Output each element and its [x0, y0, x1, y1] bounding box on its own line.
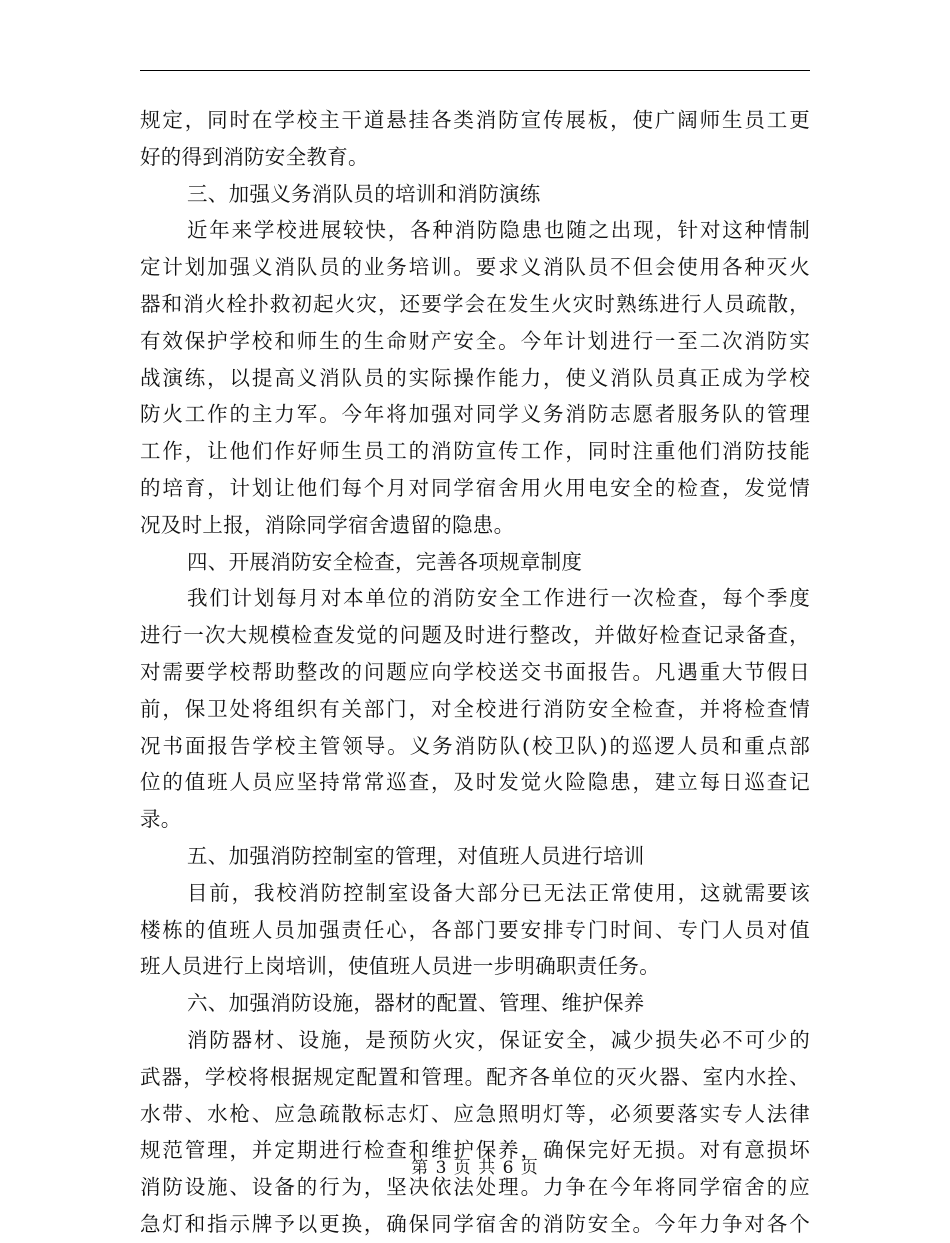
- text-line: 三、加强义务消队员的培训和消防演练: [187, 181, 541, 206]
- text-line: 目前，我校消防控制室设备大部分已无法正常使用，这就需要该: [187, 880, 810, 905]
- text-line: 对需要学校帮助整改的问题应向学校送交书面报告。凡遇重大节假日: [140, 659, 810, 684]
- text-line: 有效保护学校和师生的生命财产安全。今年计划进行一至二次消防实: [140, 328, 810, 353]
- text-line: 我们计划每月对本单位的消防安全工作进行一次检查，每个季度: [187, 586, 810, 611]
- text-line: 近年来学校进展较快，各种消防隐患也随之出现，针对这种情制: [187, 218, 810, 243]
- text-line: 录。: [140, 807, 182, 832]
- text-line: 进行一次大规模检查发觉的问题及时进行整改，并做好检查记录备查，: [140, 623, 810, 648]
- text-line: 位的值班人员应坚持常常巡查，及时发觉火险隐患，建立每日巡查记: [140, 770, 810, 795]
- text-line: 规范管理，并定期进行检查和维护保养，确保完好无损。对有意损坏: [140, 1138, 810, 1163]
- text-line: 况及时上报，消除同学宿舍遗留的隐患。: [140, 512, 515, 537]
- page-number: 第 3 页 共 6 页: [411, 1158, 539, 1178]
- text-line: 消防器材、设施，是预防火灾，保证安全，减少损失必不可少的: [187, 1027, 810, 1052]
- text-line: 好的得到消防安全教育。: [140, 144, 369, 169]
- text-line: 班人员进行上岗培训，使值班人员进一步明确职责任务。: [140, 954, 660, 979]
- text-line: 六、加强消防设施，器材的配置、管理、维护保养: [187, 991, 645, 1016]
- text-line: 的培育，计划让他们每个月对同学宿舍用火用电安全的检查，发觉情: [140, 475, 810, 500]
- text-line: 五、加强消防控制室的管理，对值班人员进行培训: [187, 843, 645, 868]
- text-line: 定计划加强义消队员的业务培训。要求义消队员不但会使用各种灭火: [140, 255, 810, 280]
- text-line: 战演练，以提高义消队员的实际操作能力，使义消队员真正成为学校: [140, 365, 810, 390]
- text-line: 急灯和指示牌予以更换，确保同学宿舍的消防安全。今年力争对各个: [140, 1211, 810, 1236]
- text-line: 防火工作的主力军。今年将加强对同学义务消防志愿者服务队的管理: [140, 402, 810, 427]
- text-line: 四、开展消防安全检查，完善各项规章制度: [187, 549, 583, 574]
- text-line: 器和消火栓扑救初起火灾，还要学会在发生火灾时熟练进行人员疏散，: [140, 291, 810, 316]
- header-rule: [140, 70, 810, 71]
- text-line: 况书面报告学校主管领导。义务消防队(校卫队)的巡逻人员和重点部: [140, 733, 810, 758]
- text-line: 工作，让他们作好师生员工的消防宣传工作，同时注重他们消防技能: [140, 439, 810, 464]
- text-line: 楼栋的值班人员加强责任心，各部门要安排专门时间、专门人员对值: [140, 917, 810, 942]
- text-line: 武器，学校将根据规定配置和管理。配齐各单位的灭火器、室内水拴、: [140, 1064, 810, 1089]
- text-line: 消防设施、设备的行为，坚决依法处理。力争在今年将同学宿舍的应: [140, 1175, 810, 1200]
- text-line: 水带、水枪、应急疏散标志灯、应急照明灯等，必须要落实专人法律: [140, 1101, 810, 1126]
- text-line: 规定，同时在学校主干道悬挂各类消防宣传展板，使广阔师生员工更: [140, 108, 810, 132]
- text-line: 前，保卫处将组织有关部门，对全校进行消防安全检查，并将检查情: [140, 696, 810, 721]
- document-body: [140, 102, 810, 1243]
